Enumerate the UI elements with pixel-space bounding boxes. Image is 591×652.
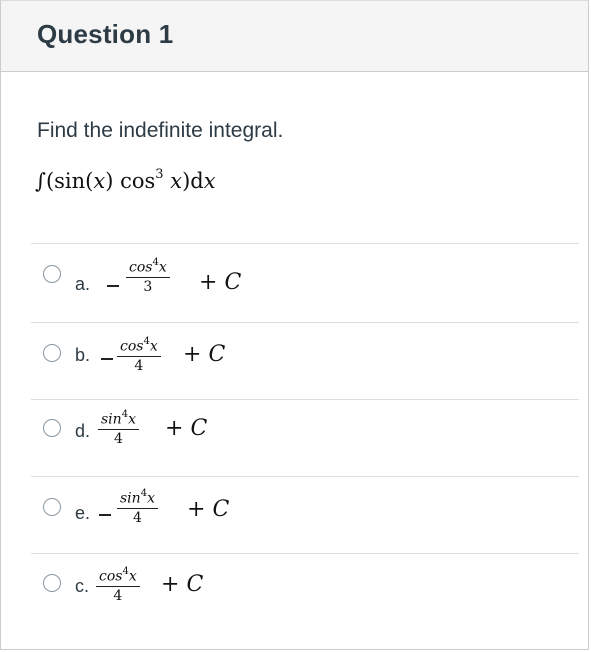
plus-constant [183, 342, 225, 367]
numerator-function: cos [120, 338, 144, 355]
fraction-numerator [117, 337, 161, 356]
radio-button-d[interactable] [43, 419, 61, 437]
numerator-power: 4 [122, 566, 129, 577]
answer-option-c[interactable] [31, 553, 579, 632]
question-prompt: Find the indefinite integral. [37, 119, 284, 142]
fraction-denominator: 4 [114, 431, 123, 448]
integral-var-2: x [170, 169, 183, 193]
fraction [98, 410, 139, 447]
fraction-numerator [98, 410, 139, 429]
constant-c: C [190, 416, 208, 441]
answer-option-b[interactable] [31, 322, 579, 399]
plus-constant [161, 572, 203, 597]
fraction-denominator: 4 [134, 358, 144, 375]
fraction-denominator: 4 [113, 588, 123, 605]
plus-constant [187, 497, 229, 522]
fraction [117, 337, 161, 374]
integral-mid: ) cos [105, 169, 156, 193]
answer-letter: a. [75, 274, 91, 294]
plus-sign: + [199, 270, 225, 295]
fraction-denominator: 4 [133, 510, 142, 527]
integral-close: )d [182, 169, 204, 193]
integral-open: (sin( [45, 169, 94, 193]
minus-sign [107, 285, 119, 287]
radio-button-b[interactable] [43, 344, 61, 362]
constant-c: C [212, 497, 230, 522]
integral-sign: ∫ [35, 169, 46, 193]
constant-c: C [186, 572, 204, 597]
plus-sign: + [187, 497, 213, 522]
integral-power: 3 [155, 167, 164, 182]
question-title: Question 1 [37, 19, 174, 49]
numerator-power: 4 [140, 488, 148, 499]
numerator-power: 4 [152, 257, 159, 268]
integral-var-1: x [93, 169, 106, 193]
integral-expression [35, 169, 216, 193]
fraction [117, 489, 158, 526]
constant-c: C [208, 342, 226, 367]
numerator-variable: x [147, 490, 155, 507]
numerator-function: cos [99, 568, 123, 585]
integral-var-3: x [203, 169, 216, 193]
answer-option-e[interactable] [31, 476, 579, 553]
plus-sign: + [165, 416, 191, 441]
radio-button-e[interactable] [43, 498, 61, 516]
radio-button-a[interactable] [43, 265, 61, 283]
fraction-denominator: 3 [143, 279, 153, 296]
answer-letter: d. [75, 421, 91, 441]
plus-constant [199, 270, 241, 295]
answer-letter: e. [75, 503, 91, 523]
fraction [96, 567, 140, 604]
answer-option-a[interactable] [31, 243, 579, 322]
answer-letter: b. [75, 345, 91, 365]
numerator-variable: x [149, 338, 158, 355]
fraction [126, 258, 170, 295]
question-header [1, 1, 588, 72]
numerator-function: cos [129, 259, 153, 276]
answer-option-d[interactable] [31, 399, 579, 476]
numerator-function: sin [120, 490, 141, 507]
plus-constant [165, 416, 207, 441]
numerator-variable: x [128, 411, 136, 428]
answer-letter: c. [75, 576, 90, 596]
numerator-variable: x [158, 259, 167, 276]
plus-sign: + [161, 572, 187, 597]
numerator-power: 4 [121, 409, 129, 420]
fraction-numerator [117, 489, 158, 508]
radio-button-c[interactable] [43, 574, 61, 592]
numerator-variable: x [128, 568, 137, 585]
constant-c: C [224, 270, 242, 295]
numerator-function: sin [101, 411, 122, 428]
plus-sign: + [183, 342, 209, 367]
fraction-numerator [96, 567, 140, 586]
numerator-power: 4 [143, 336, 150, 347]
minus-sign [101, 358, 113, 360]
answer-list [31, 243, 579, 632]
minus-sign [99, 514, 111, 516]
fraction-numerator [126, 258, 170, 277]
